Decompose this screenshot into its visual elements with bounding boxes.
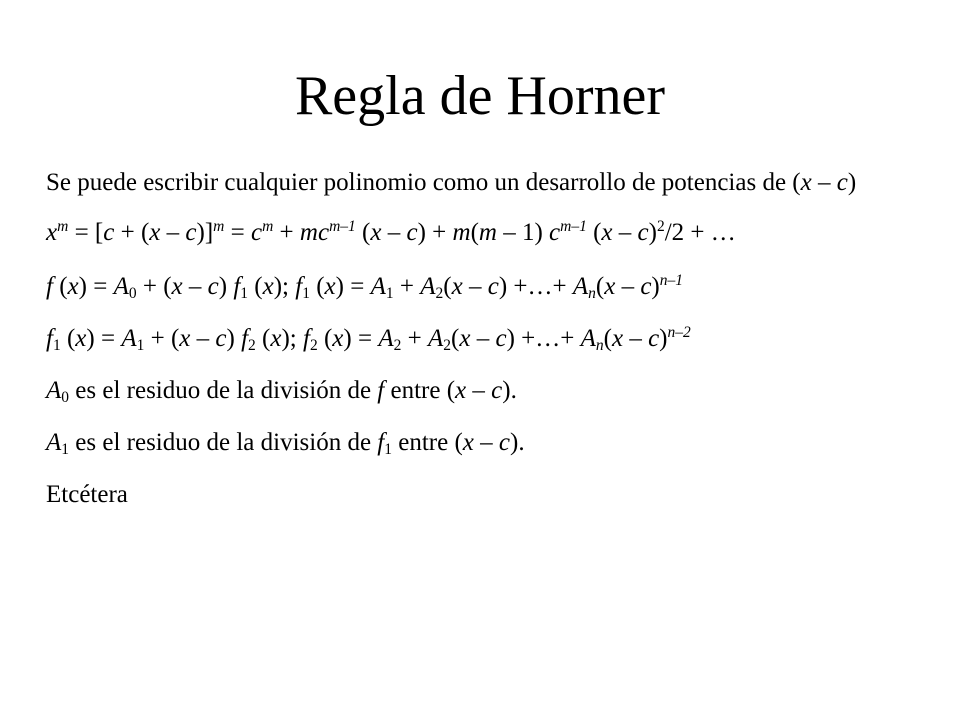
- text-run: x: [611, 325, 624, 352]
- text-run: Se puede escribir cualquier polinomio como un desarrollo de potencias de (: [46, 169, 801, 196]
- text-run: (: [470, 219, 479, 246]
- text-run: );: [273, 273, 296, 300]
- text-run: m: [262, 218, 274, 236]
- text-run: ) +…+: [506, 325, 581, 352]
- text-run: – 1): [496, 219, 550, 246]
- text-run: f: [46, 273, 53, 300]
- text-run: c: [406, 219, 418, 246]
- paragraph-a0-residue: [46, 374, 916, 408]
- text-run: c: [103, 219, 115, 246]
- text-run: f: [46, 325, 53, 352]
- text-run: (: [586, 219, 602, 246]
- text-run: 1: [302, 285, 310, 303]
- paragraph-a1-residue: [46, 426, 916, 460]
- text-run: c: [637, 219, 649, 246]
- text-run: A: [420, 273, 436, 300]
- text-run: f: [233, 273, 241, 300]
- text-run: –: [470, 325, 496, 352]
- text-run: c: [215, 325, 227, 352]
- text-run: ) =: [343, 325, 379, 352]
- text-run: x: [800, 169, 812, 196]
- text-run: 2: [309, 337, 318, 355]
- text-run: c: [836, 169, 848, 196]
- text-run: c: [487, 273, 499, 300]
- text-run: (: [309, 273, 325, 300]
- text-run: m–1: [560, 218, 587, 236]
- text-run: –: [462, 273, 488, 300]
- text-run: x: [262, 273, 274, 300]
- text-run: –: [811, 169, 837, 196]
- text-run: c: [640, 273, 652, 300]
- text-run: x: [171, 273, 183, 300]
- slide-body: [46, 166, 916, 530]
- text-run: x: [455, 377, 467, 404]
- text-run: –: [160, 219, 186, 246]
- text-run: –: [466, 377, 492, 404]
- text-run: A: [572, 273, 589, 300]
- text-run: c: [648, 325, 660, 352]
- text-run: m–1: [329, 218, 356, 236]
- text-run: x: [459, 325, 471, 352]
- text-run: + (: [136, 273, 172, 300]
- text-run: 2: [435, 285, 444, 303]
- paragraph-f-decomposition: [46, 270, 916, 304]
- paragraph-binomial-expansion: [46, 216, 916, 250]
- text-run: x: [324, 273, 336, 300]
- text-run: A: [370, 273, 386, 300]
- text-run: f: [241, 325, 249, 352]
- text-run: + (: [114, 219, 150, 246]
- text-run: x: [149, 219, 161, 246]
- text-run: x: [179, 325, 191, 352]
- text-run: 2: [393, 337, 402, 355]
- text-run: c: [495, 325, 507, 352]
- text-run: ): [847, 169, 857, 196]
- text-run: );: [281, 325, 304, 352]
- text-run: 1: [61, 441, 70, 459]
- text-run: ).: [502, 377, 517, 404]
- text-run: 1: [52, 337, 61, 355]
- text-run: ) =: [78, 273, 114, 300]
- text-run: –: [190, 325, 216, 352]
- text-run: –: [615, 273, 641, 300]
- paragraph-f1-decomposition: [46, 322, 916, 356]
- text-run: m: [452, 219, 471, 246]
- text-run: f: [303, 325, 310, 352]
- text-run: A: [113, 273, 129, 300]
- text-run: A: [46, 377, 62, 404]
- text-run: entre (: [392, 429, 463, 456]
- text-run: c: [185, 219, 197, 246]
- text-run: 0: [128, 285, 137, 303]
- text-run: (: [595, 273, 605, 300]
- text-run: ) +…+: [498, 273, 573, 300]
- text-run: c: [250, 219, 263, 246]
- text-run: (: [60, 325, 76, 352]
- text-run: ) =: [86, 325, 122, 352]
- text-run: 1: [136, 337, 145, 355]
- text-run: A: [427, 325, 444, 352]
- text-run: x: [370, 219, 382, 246]
- text-run: 1: [385, 285, 394, 303]
- text-run: x: [332, 325, 344, 352]
- text-run: x: [75, 325, 87, 352]
- text-run: 0: [61, 389, 70, 407]
- text-run: m: [478, 219, 497, 246]
- text-run: –: [623, 325, 649, 352]
- text-run: ).: [510, 429, 525, 456]
- text-run: 2: [443, 337, 452, 355]
- text-run: c: [207, 273, 219, 300]
- text-run: ): [218, 273, 234, 300]
- text-run: x: [67, 273, 79, 300]
- text-run: entre (: [384, 377, 456, 404]
- text-run: = [: [68, 219, 104, 246]
- text-run: (: [52, 273, 68, 300]
- text-run: (: [451, 325, 460, 352]
- text-run: mc: [299, 219, 330, 246]
- text-run: es el residuo de la división de: [69, 377, 378, 404]
- text-run: ): [226, 325, 242, 352]
- text-run: –: [182, 273, 208, 300]
- text-run: x: [601, 219, 613, 246]
- text-run: + (: [144, 325, 180, 352]
- text-run: x: [270, 325, 282, 352]
- text-run: (: [603, 325, 612, 352]
- text-run: Etcétera: [46, 481, 128, 508]
- text-run: 2: [656, 218, 665, 236]
- text-run: +: [393, 273, 421, 300]
- text-run: f: [377, 377, 385, 404]
- text-run: f: [295, 273, 303, 300]
- text-run: 2: [248, 337, 256, 355]
- text-run: +: [401, 325, 428, 352]
- text-run: ): [648, 219, 657, 246]
- slide-title: Regla de Horner: [294, 65, 666, 127]
- text-run: +: [273, 219, 300, 246]
- paragraph-etcetera: [46, 478, 916, 512]
- text-run: n: [595, 337, 604, 355]
- text-run: /2 + …: [664, 219, 736, 246]
- text-run: =: [224, 219, 251, 246]
- text-run: (: [248, 273, 263, 300]
- text-run: )]: [196, 219, 214, 246]
- text-run: n–1: [659, 272, 683, 290]
- text-run: A: [378, 325, 394, 352]
- text-run: –: [473, 429, 499, 456]
- text-run: A: [46, 429, 62, 456]
- text-run: m: [57, 218, 69, 236]
- text-run: ) =: [335, 273, 371, 300]
- text-run: x: [462, 429, 474, 456]
- text-run: (: [317, 325, 333, 352]
- text-run: –: [381, 219, 407, 246]
- text-run: m: [213, 218, 225, 236]
- text-run: n–2: [667, 324, 691, 342]
- text-run: x: [46, 219, 58, 246]
- text-run: 1: [240, 285, 249, 303]
- text-run: (: [355, 219, 371, 246]
- text-run: –: [612, 219, 638, 246]
- text-run: es el residuo de la división de: [69, 429, 378, 456]
- text-run: (: [443, 273, 452, 300]
- paragraph-intro: [46, 166, 916, 200]
- text-run: ): [651, 273, 660, 300]
- text-run: c: [491, 377, 503, 404]
- text-run: ): [659, 325, 668, 352]
- text-run: f: [377, 429, 385, 456]
- text-run: x: [451, 273, 463, 300]
- text-run: A: [121, 325, 137, 352]
- text-run: c: [549, 219, 561, 246]
- text-run: x: [604, 273, 616, 300]
- text-run: n: [588, 285, 596, 303]
- text-run: c: [498, 429, 511, 456]
- text-run: A: [580, 325, 596, 352]
- text-run: 1: [384, 441, 392, 459]
- text-run: (: [255, 325, 271, 352]
- text-run: ) +: [417, 219, 453, 246]
